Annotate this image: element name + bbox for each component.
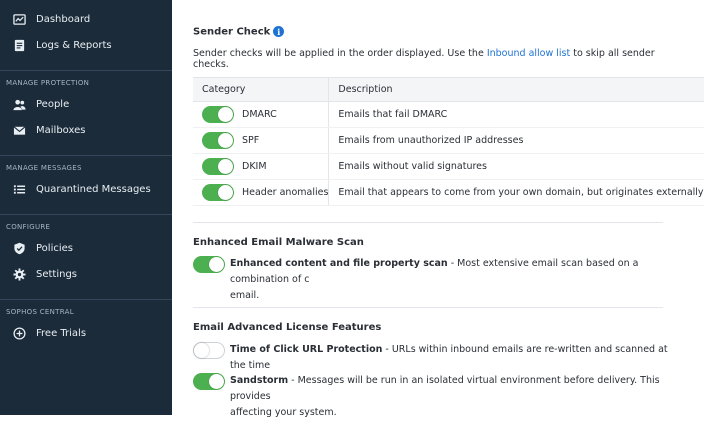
section-title: MANAGE PROTECTION [6,79,90,87]
option-description-cont: email. [230,290,260,301]
sidebar-item-label: Mailboxes [36,124,86,136]
column-header-category: Category [193,78,329,102]
option-text [230,256,670,304]
gear-icon [12,267,26,281]
section-title: MANAGE MESSAGES [6,164,82,172]
sandstorm-option [193,373,673,421]
category-label: DKIM [242,161,267,172]
sidebar-item-policies[interactable] [0,235,172,261]
column-header-description: Description [329,78,704,102]
section-divider [193,222,663,223]
sender-check-table [193,77,704,206]
option-text [230,373,670,421]
category-description: Emails without valid signatures [329,154,704,180]
license-features-title: Email Advanced License Features [193,322,382,333]
header-anomalies-toggle[interactable] [202,184,234,201]
category-label: SPF [242,135,260,146]
enhanced-scan-toggle[interactable] [193,256,225,273]
table-row [193,180,704,206]
category-description: Email that appears to come from your own domain, but originates externally [329,180,704,206]
sender-check-table-wrap [193,77,704,206]
info-icon[interactable]: i [273,26,284,37]
sidebar-item-label: Free Trials [36,327,87,339]
category-description: Emails that fail DMARC [329,102,704,128]
dmarc-toggle[interactable] [202,106,234,123]
sidebar-item-label: Policies [36,242,73,254]
time-of-click-option [193,342,673,374]
option-description-cont: affecting your system. [230,407,337,418]
table-row [193,102,704,128]
table-row [193,154,704,180]
plus-circle-icon [12,326,26,340]
option-name: Time of Click URL Protection [230,344,383,355]
sender-check-header [193,26,663,38]
option-description: - URLs within inbound emails are re-written and scanned at the time [230,344,668,371]
sidebar-item-settings[interactable] [0,261,172,287]
option-description: - Most extensive email scan based on a combination of c [230,258,639,285]
category-label: DMARC [242,109,277,120]
category-description: Emails from unauthorized IP addresses [329,128,704,154]
spf-toggle[interactable] [202,132,234,149]
sidebar-item-dashboard[interactable] [0,6,172,32]
time-of-click-toggle[interactable] [193,342,225,359]
option-description: - Messages will be run in an isolated virtual environment before delivery. This provides [230,375,660,402]
category-label: Header anomalies [242,187,329,198]
logs-icon [12,38,26,52]
dashboard-icon [12,12,26,26]
description-text: to skip all sender checks. [193,48,655,70]
option-name: Sandstorm [230,375,289,386]
sender-check-description [193,48,663,70]
sidebar-item-people[interactable] [0,91,172,117]
section-title: CONFIGURE [6,223,51,231]
sandstorm-toggle[interactable] [193,373,225,390]
option-name: Enhanced content and file property scan [230,258,448,269]
shield-icon [12,241,26,255]
sidebar-item-label: Dashboard [36,13,91,25]
sender-check-title: Sender Check [193,26,271,38]
sidebar-item-quarantined-messages[interactable] [0,176,172,202]
description-text: Sender checks will be applied in the order displayed. Use the [193,48,487,59]
sidebar-item-label: People [36,98,70,110]
sidebar-section-sophos-central [0,299,172,346]
sidebar-item-label: Settings [36,268,78,280]
section-divider [193,307,663,308]
sidebar-section-manage-protection [0,70,172,143]
sidebar-item-free-trials[interactable] [0,320,172,346]
dkim-toggle[interactable] [202,158,234,175]
table-row [193,128,704,154]
list-icon [12,182,26,196]
section-title: SOPHOS CENTRAL [6,308,74,316]
sidebar [0,0,172,415]
malware-scan-option [193,256,673,304]
malware-scan-title: Enhanced Email Malware Scan [193,237,364,248]
table-header-row [193,78,704,102]
sidebar-item-logs-reports[interactable] [0,32,172,58]
mailbox-icon [12,123,26,137]
sidebar-item-label: Quarantined Messages [36,183,151,195]
people-icon [12,97,26,111]
sidebar-section-manage-messages [0,155,172,202]
sidebar-item-mailboxes[interactable] [0,117,172,143]
main-content [172,0,704,418]
sidebar-section-configure [0,214,172,287]
option-text [230,342,670,374]
sidebar-item-label: Logs & Reports [36,39,112,51]
inbound-allow-list-link[interactable]: Inbound allow list [486,48,571,59]
